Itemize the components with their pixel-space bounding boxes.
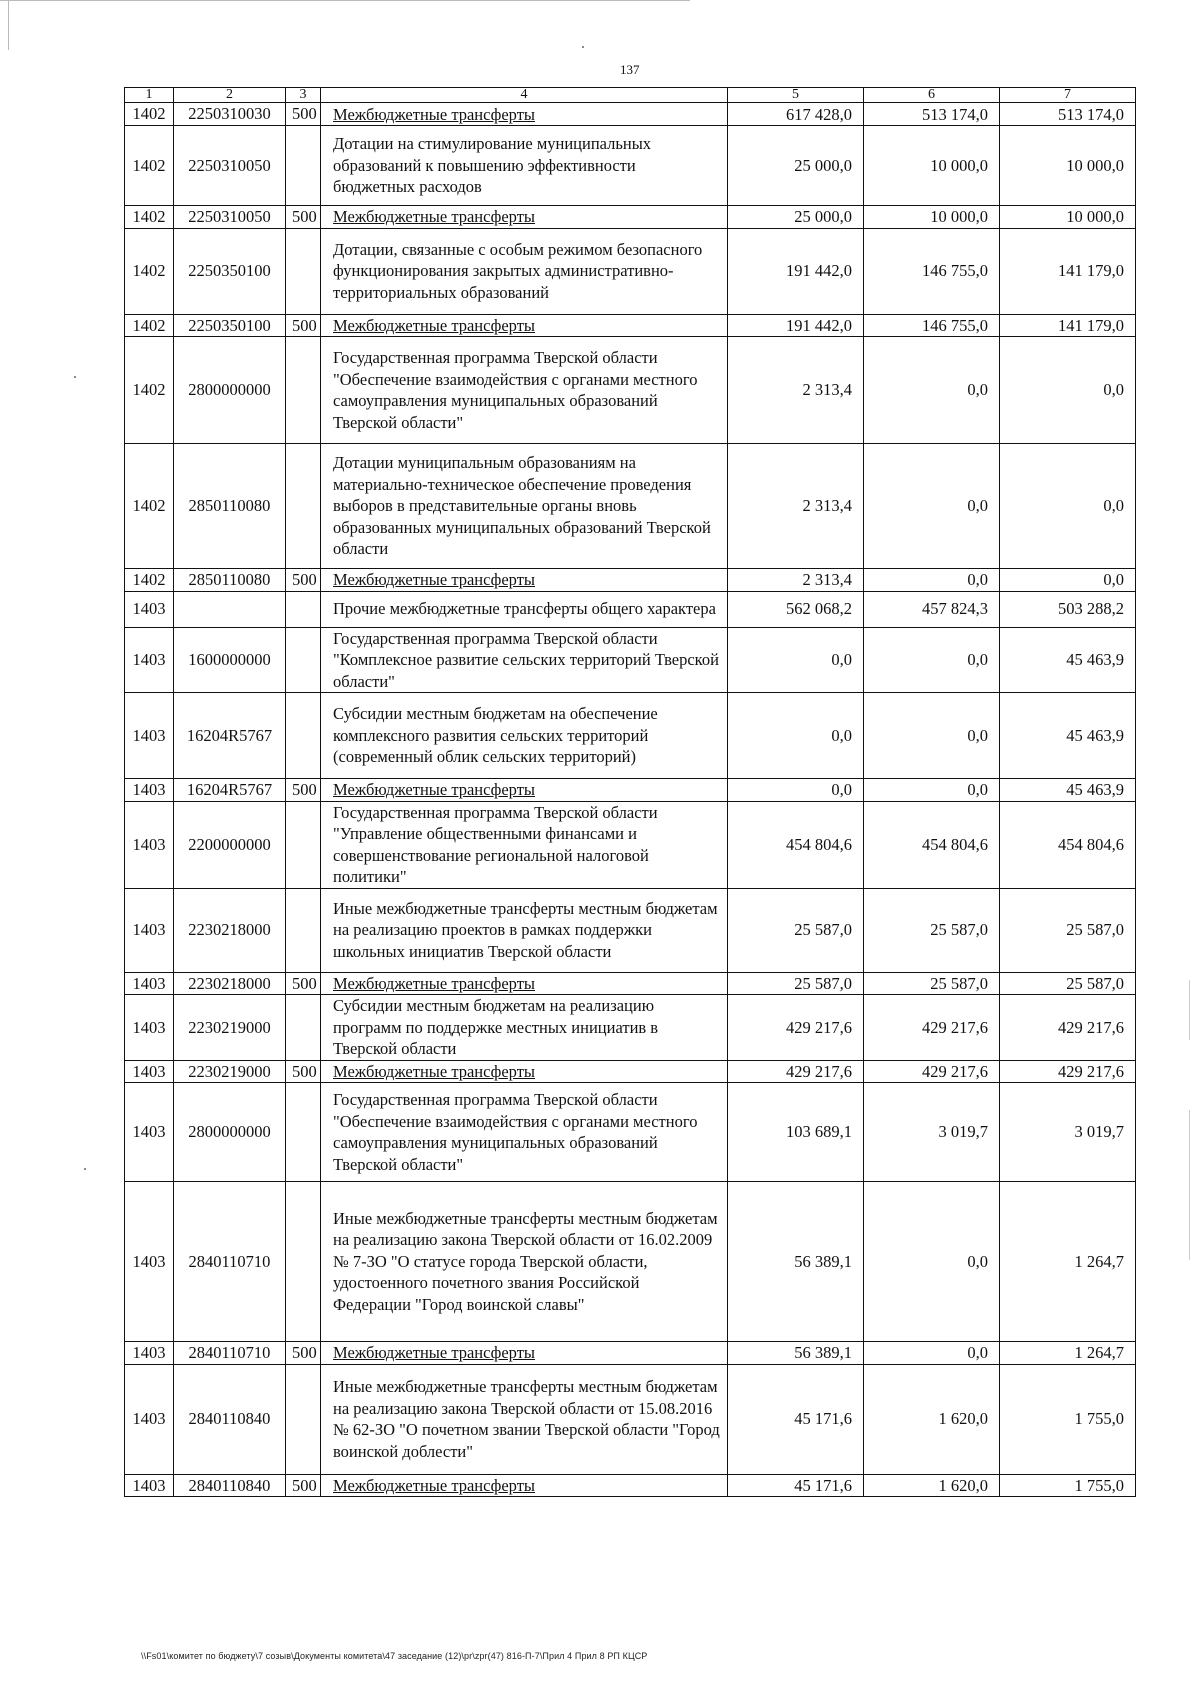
amount-col7-cell: 10 000,0 [1000, 126, 1136, 206]
expense-type-cell: 500 [286, 103, 321, 126]
section-code-cell: 1402 [125, 126, 174, 206]
scan-edge-line [0, 0, 690, 1]
amount-col5-cell: 25 000,0 [728, 206, 864, 229]
amount-col7-cell: 1 264,7 [1000, 1182, 1136, 1342]
amount-col6-cell: 0,0 [864, 1182, 1000, 1342]
table-row [125, 1083, 1136, 1182]
target-code-cell: 2250310030 [174, 103, 286, 126]
expense-type-cell [286, 591, 321, 627]
scan-edge-line [8, 0, 9, 50]
amount-col6-cell: 513 174,0 [864, 103, 1000, 126]
table-row [125, 444, 1136, 569]
description-cell: Иные межбюджетные трансферты местным бюджетам на реализацию проектов в рамках поддержки школьных инициатив Тверской области [321, 888, 728, 972]
expense-type-cell [286, 801, 321, 888]
amount-col5-cell: 2 313,4 [728, 337, 864, 444]
header-cell-3: 3 [286, 88, 321, 103]
section-code-cell: 1403 [125, 1364, 174, 1474]
table-row [125, 591, 1136, 627]
amount-col5-cell: 429 217,6 [728, 1060, 864, 1083]
scan-speck [84, 1168, 86, 1170]
table-row [125, 972, 1136, 995]
amount-col5-cell: 25 587,0 [728, 888, 864, 972]
amount-col7-cell: 45 463,9 [1000, 779, 1136, 802]
amount-col7-cell: 503 288,2 [1000, 591, 1136, 627]
header-cell-2: 2 [174, 88, 286, 103]
amount-col6-cell: 0,0 [864, 337, 1000, 444]
amount-col6-cell: 0,0 [864, 1342, 1000, 1365]
table-row [125, 1342, 1136, 1365]
table-row [125, 126, 1136, 206]
scan-edge-mark [1189, 980, 1190, 1040]
expense-type-cell: 500 [286, 1342, 321, 1365]
description-cell: Межбюджетные трансферты [321, 569, 728, 592]
target-code-cell: 2840110710 [174, 1182, 286, 1342]
target-code-cell: 2250350100 [174, 228, 286, 314]
section-code-cell: 1403 [125, 1060, 174, 1083]
table-row [125, 1060, 1136, 1083]
section-code-cell: 1402 [125, 103, 174, 126]
table-row [125, 779, 1136, 802]
description-cell: Межбюджетные трансферты [321, 972, 728, 995]
expense-type-cell [286, 1083, 321, 1182]
expense-type-cell: 500 [286, 972, 321, 995]
amount-col6-cell: 25 587,0 [864, 972, 1000, 995]
description-cell: Межбюджетные трансферты [321, 1474, 728, 1497]
section-code-cell: 1402 [125, 569, 174, 592]
section-code-cell: 1402 [125, 337, 174, 444]
amount-col7-cell: 429 217,6 [1000, 1060, 1136, 1083]
expense-type-cell [286, 627, 321, 693]
target-code-cell: 2230219000 [174, 995, 286, 1061]
description-cell: Государственная программа Тверской области "Обеспечение взаимодействия с органами местного самоуправления муниципальных образований Тверской области" [321, 337, 728, 444]
amount-col5-cell: 191 442,0 [728, 228, 864, 314]
amount-col5-cell: 45 171,6 [728, 1474, 864, 1497]
section-code-cell: 1402 [125, 228, 174, 314]
section-code-cell: 1403 [125, 627, 174, 693]
table-row [125, 801, 1136, 888]
amount-col6-cell: 457 824,3 [864, 591, 1000, 627]
section-code-cell: 1403 [125, 888, 174, 972]
amount-col6-cell: 0,0 [864, 779, 1000, 802]
scan-edge-mark [1189, 1110, 1190, 1260]
expense-type-cell [286, 1364, 321, 1474]
amount-col6-cell: 10 000,0 [864, 126, 1000, 206]
amount-col7-cell: 513 174,0 [1000, 103, 1136, 126]
description-cell: Государственная программа Тверской области "Комплексное развитие сельских территорий Тверской области" [321, 627, 728, 693]
page-number: 137 [620, 62, 640, 77]
budget-table [124, 87, 1136, 1497]
amount-col7-cell: 1 755,0 [1000, 1474, 1136, 1497]
description-cell: Иные межбюджетные трансферты местным бюджетам на реализацию закона Тверской области от 15.08.2016 № 62-ЗО "О почетном звании Тверской области "Город воинской доблести" [321, 1364, 728, 1474]
amount-col7-cell: 141 179,0 [1000, 314, 1136, 337]
description-cell: Межбюджетные трансферты [321, 1060, 728, 1083]
description-cell: Межбюджетные трансферты [321, 314, 728, 337]
table-row [125, 228, 1136, 314]
amount-col7-cell: 3 019,7 [1000, 1083, 1136, 1182]
amount-col6-cell: 25 587,0 [864, 888, 1000, 972]
target-code-cell: 16204R5767 [174, 693, 286, 779]
amount-col6-cell: 454 804,6 [864, 801, 1000, 888]
footer-file-path: \\Fs01\комитет по бюджету\7 созыв\Документы комитета\47 заседание (12)\pr\zpr(47) 816-П-7\Прил 4 Прил 8 РП КЦСР [141, 1651, 648, 1661]
amount-col5-cell: 25 000,0 [728, 126, 864, 206]
amount-col5-cell: 0,0 [728, 693, 864, 779]
expense-type-cell: 500 [286, 206, 321, 229]
amount-col7-cell: 10 000,0 [1000, 206, 1136, 229]
expense-type-cell [286, 1182, 321, 1342]
expense-type-cell: 500 [286, 569, 321, 592]
target-code-cell: 2840110840 [174, 1364, 286, 1474]
expense-type-cell [286, 995, 321, 1061]
description-cell: Дотации муниципальным образованиям на материально-техническое обеспечение проведения выборов в представительные органы вновь образованных муниципальных образований Тверской области [321, 444, 728, 569]
amount-col7-cell: 1 264,7 [1000, 1342, 1136, 1365]
target-code-cell: 2200000000 [174, 801, 286, 888]
description-cell: Государственная программа Тверской области "Обеспечение взаимодействия с органами местного самоуправления муниципальных образований Тверской области" [321, 1083, 728, 1182]
table-row [125, 888, 1136, 972]
expense-type-cell [286, 888, 321, 972]
description-cell: Иные межбюджетные трансферты местным бюджетам на реализацию закона Тверской области от 16.02.2009 № 7-ЗО "О статусе города Тверской области, удостоенного почетного звания Российской Федерации "Город воинской славы" [321, 1182, 728, 1342]
amount-col5-cell: 2 313,4 [728, 569, 864, 592]
target-code-cell: 2230218000 [174, 972, 286, 995]
target-code-cell: 2250310050 [174, 126, 286, 206]
target-code-cell: 16204R5767 [174, 779, 286, 802]
target-code-cell: 2230219000 [174, 1060, 286, 1083]
amount-col6-cell: 146 755,0 [864, 314, 1000, 337]
expense-type-cell: 500 [286, 1474, 321, 1497]
section-code-cell: 1403 [125, 972, 174, 995]
section-code-cell: 1402 [125, 314, 174, 337]
expense-type-cell [286, 337, 321, 444]
amount-col7-cell: 0,0 [1000, 444, 1136, 569]
description-cell: Межбюджетные трансферты [321, 779, 728, 802]
target-code-cell: 2840110710 [174, 1342, 286, 1365]
amount-col6-cell: 0,0 [864, 627, 1000, 693]
header-row [125, 88, 1136, 103]
description-cell: Дотации, связанные с особым режимом безопасного функционирования закрытых административно-территориальных образований [321, 228, 728, 314]
table-body [125, 88, 1136, 1497]
section-code-cell: 1403 [125, 779, 174, 802]
amount-col6-cell: 1 620,0 [864, 1364, 1000, 1474]
description-cell: Дотации на стимулирование муниципальных образований к повышению эффективности бюджетных расходов [321, 126, 728, 206]
expense-type-cell [286, 228, 321, 314]
table-row [125, 693, 1136, 779]
amount-col7-cell: 0,0 [1000, 337, 1136, 444]
amount-col7-cell: 454 804,6 [1000, 801, 1136, 888]
amount-col5-cell: 454 804,6 [728, 801, 864, 888]
expense-type-cell [286, 693, 321, 779]
target-code-cell: 2250350100 [174, 314, 286, 337]
table-row [125, 1182, 1136, 1342]
amount-col6-cell: 429 217,6 [864, 995, 1000, 1061]
amount-col7-cell: 141 179,0 [1000, 228, 1136, 314]
amount-col6-cell: 429 217,6 [864, 1060, 1000, 1083]
amount-col7-cell: 429 217,6 [1000, 995, 1136, 1061]
header-cell-5: 5 [728, 88, 864, 103]
table-row [125, 569, 1136, 592]
amount-col7-cell: 45 463,9 [1000, 627, 1136, 693]
table-row [125, 206, 1136, 229]
amount-col7-cell: 45 463,9 [1000, 693, 1136, 779]
target-code-cell: 2230218000 [174, 888, 286, 972]
amount-col5-cell: 429 217,6 [728, 995, 864, 1061]
amount-col6-cell: 0,0 [864, 444, 1000, 569]
description-cell: Межбюджетные трансферты [321, 1342, 728, 1365]
amount-col5-cell: 103 689,1 [728, 1083, 864, 1182]
amount-col5-cell: 0,0 [728, 779, 864, 802]
section-code-cell: 1402 [125, 206, 174, 229]
amount-col7-cell: 1 755,0 [1000, 1364, 1136, 1474]
amount-col6-cell: 0,0 [864, 569, 1000, 592]
amount-col6-cell: 146 755,0 [864, 228, 1000, 314]
scan-speck [74, 376, 76, 378]
target-code-cell: 2800000000 [174, 1083, 286, 1182]
description-cell: Межбюджетные трансферты [321, 206, 728, 229]
amount-col5-cell: 0,0 [728, 627, 864, 693]
section-code-cell: 1403 [125, 591, 174, 627]
description-cell: Прочие межбюджетные трансферты общего характера [321, 591, 728, 627]
amount-col5-cell: 56 389,1 [728, 1342, 864, 1365]
amount-col6-cell: 1 620,0 [864, 1474, 1000, 1497]
description-cell: Государственная программа Тверской области "Управление общественными финансами и совершенствование региональной налоговой политики" [321, 801, 728, 888]
target-code-cell: 1600000000 [174, 627, 286, 693]
target-code-cell: 2800000000 [174, 337, 286, 444]
section-code-cell: 1403 [125, 801, 174, 888]
section-code-cell: 1403 [125, 693, 174, 779]
scan-speck [582, 46, 584, 48]
target-code-cell: 2850110080 [174, 444, 286, 569]
amount-col5-cell: 617 428,0 [728, 103, 864, 126]
target-code-cell: 2250310050 [174, 206, 286, 229]
amount-col5-cell: 191 442,0 [728, 314, 864, 337]
section-code-cell: 1403 [125, 1474, 174, 1497]
table-row [125, 1474, 1136, 1497]
target-code-cell: 2850110080 [174, 569, 286, 592]
amount-col5-cell: 25 587,0 [728, 972, 864, 995]
amount-col5-cell: 2 313,4 [728, 444, 864, 569]
header-cell-1: 1 [125, 88, 174, 103]
description-cell: Межбюджетные трансферты [321, 103, 728, 126]
expense-type-cell: 500 [286, 314, 321, 337]
section-code-cell: 1403 [125, 1342, 174, 1365]
section-code-cell: 1403 [125, 995, 174, 1061]
table-row [125, 103, 1136, 126]
expense-type-cell [286, 444, 321, 569]
expense-type-cell [286, 126, 321, 206]
amount-col5-cell: 45 171,6 [728, 1364, 864, 1474]
description-cell: Субсидии местным бюджетам на обеспечение комплексного развития сельских территорий (современный облик сельских территорий) [321, 693, 728, 779]
target-code-cell: 2840110840 [174, 1474, 286, 1497]
amount-col6-cell: 3 019,7 [864, 1083, 1000, 1182]
amount-col6-cell: 0,0 [864, 693, 1000, 779]
table-row [125, 995, 1136, 1061]
table-row [125, 627, 1136, 693]
amount-col5-cell: 562 068,2 [728, 591, 864, 627]
table-row [125, 314, 1136, 337]
amount-col7-cell: 25 587,0 [1000, 888, 1136, 972]
expense-type-cell: 500 [286, 1060, 321, 1083]
amount-col6-cell: 10 000,0 [864, 206, 1000, 229]
header-cell-7: 7 [1000, 88, 1136, 103]
amount-col5-cell: 56 389,1 [728, 1182, 864, 1342]
section-code-cell: 1403 [125, 1182, 174, 1342]
description-cell: Субсидии местным бюджетам на реализацию программ по поддержке местных инициатив в Тверской области [321, 995, 728, 1061]
header-cell-6: 6 [864, 88, 1000, 103]
header-cell-4: 4 [321, 88, 728, 103]
section-code-cell: 1402 [125, 444, 174, 569]
expense-type-cell: 500 [286, 779, 321, 802]
amount-col7-cell: 25 587,0 [1000, 972, 1136, 995]
amount-col7-cell: 0,0 [1000, 569, 1136, 592]
section-code-cell: 1403 [125, 1083, 174, 1182]
table-row [125, 1364, 1136, 1474]
target-code-cell [174, 591, 286, 627]
table-row [125, 337, 1136, 444]
